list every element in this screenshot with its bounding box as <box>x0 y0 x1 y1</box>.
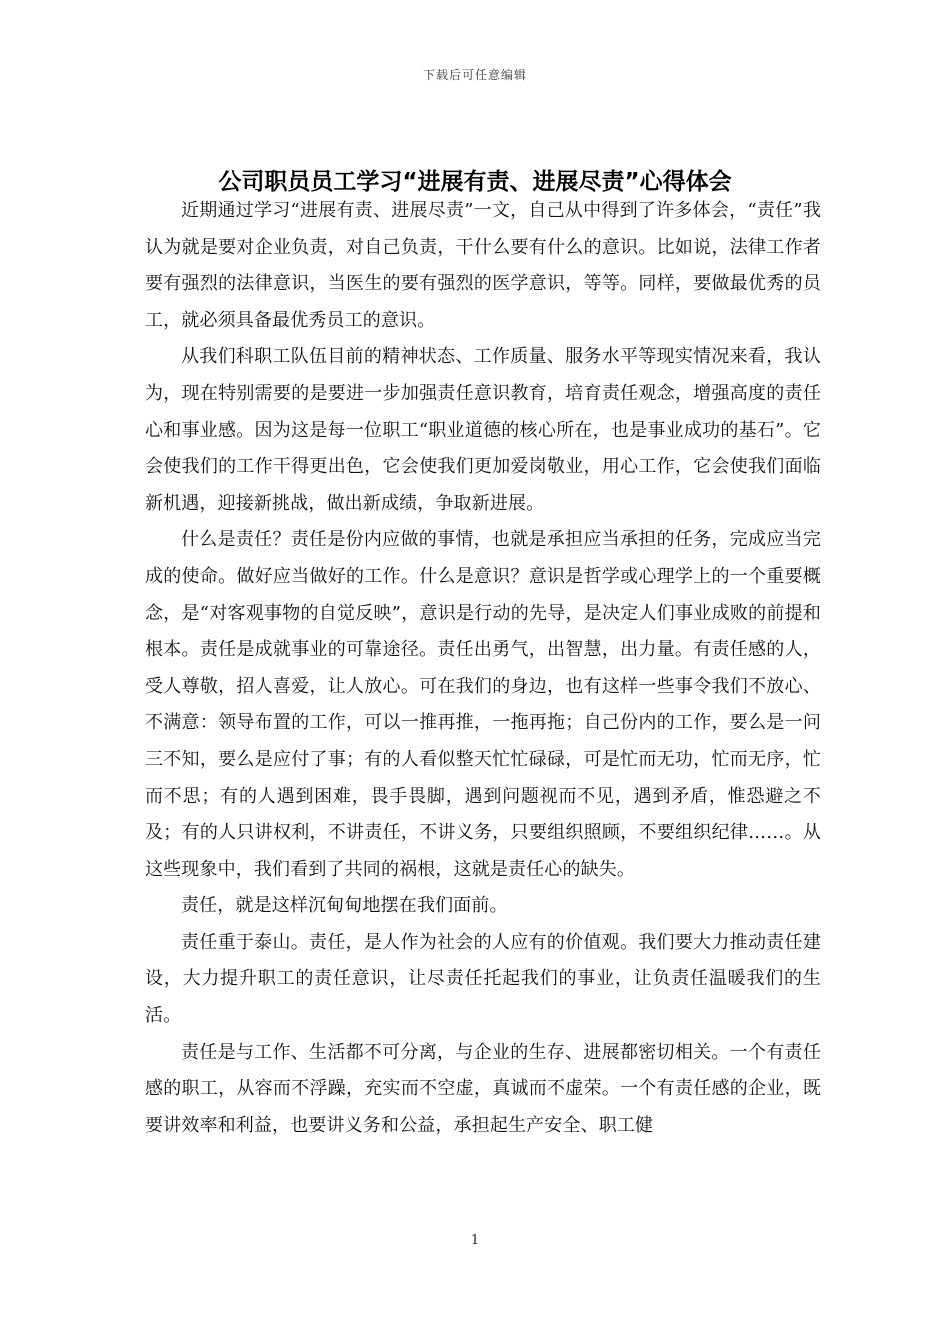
document-title: 公司职员员工学习“进展有责、进展尽责”心得体会 <box>218 169 732 196</box>
page-header: 下载后可任意编辑 <box>422 68 527 82</box>
paragraph: 从我们科职工队伍目前的精神状态、工作质量、服务水平等现实情况来看，我认为，现在特别需要的是要进一步加强责任意识教育，培育责任观念，增强高度的责任心和事业感。因为这是每一位职工“职业道德的核心所在，也是事业成功的基石”。它会使我们的工作干得更出色，它会使我们更加爱岗敬业，用心工作，它会使我们面临新机遇，迎接新挑战，做出新成绩，争取新进展。 <box>145 346 821 514</box>
page-number: 1 <box>470 1233 480 1248</box>
paragraph: 近期通过学习“进展有责、进展尽责”一文，自己从中得到了许多体会，“责任”我认为就是要对企业负责，对自己负责，干什么要有什么的意识。比如说，法律工作者要有强烈的法律意识，当医生的要有强烈的医学意识，等等。同样，要做最优秀的员工，就必须具备最优秀员工的意识。 <box>145 200 821 331</box>
paragraph: 责任是与工作、生活都不可分离，与企业的生存、进展都密切相关。一个有责任感的职工，从容而不浮躁，充实而不空虚，真诚而不虚荣。一个有责任感的企业，既要讲效率和利益，也要讲义务和公益，承担起生产安全、职工健 <box>145 1041 821 1136</box>
paragraph: 责任，就是这样沉甸甸地摆在我们面前。 <box>181 895 508 917</box>
paragraph: 什么是责任？责任是份内应做的事情，也就是承担应当承担的任务，完成应当完成的使命。做好应当做好的工作。什么是意识？意识是哲学或心理学上的一个重要概念，是“对客观事物的自觉反映”，意识是行动的先导，是决定人们事业成败的前提和根本。责任是成就事业的可靠途径。责任出勇气，出智慧，出力量。有责任感的人，受人尊敬，招人喜爱，让人放心。可在我们的身边，也有这样一些事令我们不放心、不满意：领导布置的工作，可以一推再推，一拖再拖；自己份内的工作，要么是一问三不知，要么是应付了事；有的人看似整天忙忙碌碌，可是忙而无功，忙而无序，忙而不思；有的人遇到困难，畏手畏脚，遇到问题视而不见，遇到矛盾，惟恐避之不及；有的人只讲权利，不讲责任，不讲义务，只要组织照顾，不要组织纪律……。从这些现象中，我们看到了共同的祸根，这就是责任心的缺失。 <box>145 529 821 880</box>
document-body <box>145 193 821 1144</box>
paragraph: 责任重于泰山。责任，是人作为社会的人应有的价值观。我们要大力推动责任建设，大力提升职工的责任意识，让尽责任托起我们的事业，让负责任温暖我们的生活。 <box>145 931 821 1027</box>
